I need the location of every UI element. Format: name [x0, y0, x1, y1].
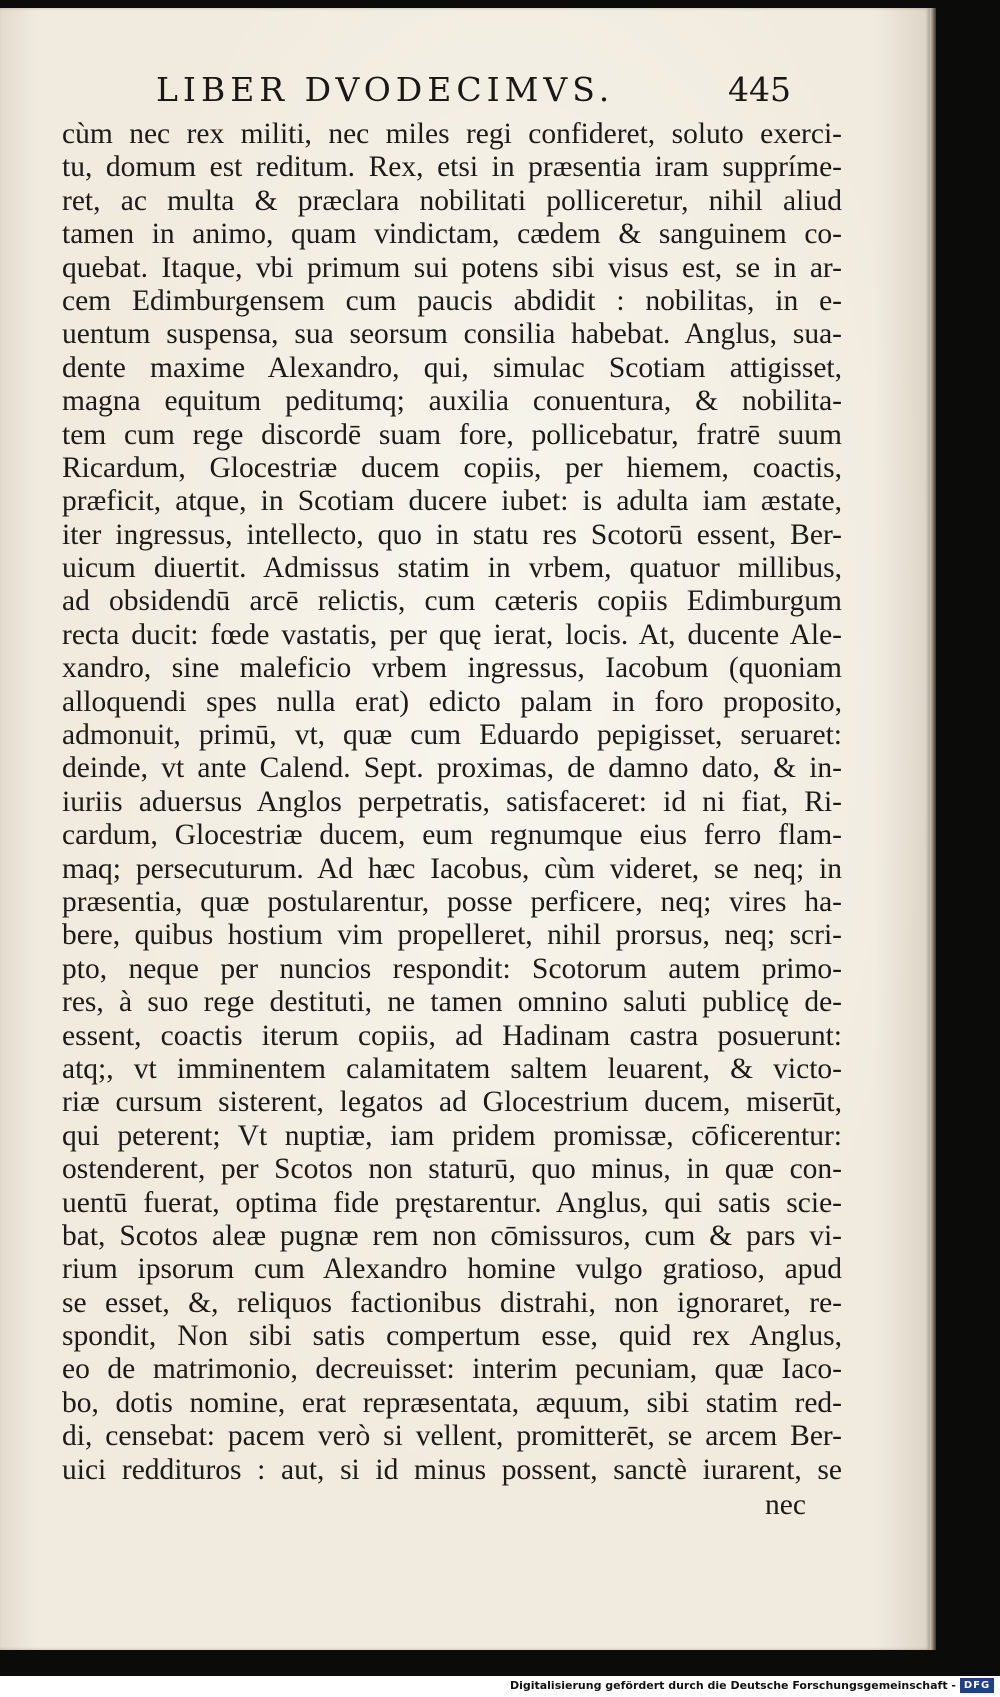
text-line: dente maxime Alexandro, qui, simulac Scotiam attigisset, [62, 351, 842, 384]
text-line: spondit, Non sibi satis compertum esse, quid rex Anglus, [62, 1320, 842, 1353]
catchword: nec [765, 1489, 806, 1521]
text-line: magna equitum peditumq; auxilia conuentura, & nobilita- [62, 385, 842, 418]
text-line: quebat. Itaque, vbi primum sui potens sibi visus est, se in ar- [62, 251, 842, 284]
running-title: LIBER DVODECIMVS. [156, 70, 615, 109]
text-line: bere, quibus hostium vim propelleret, nihil prorsus, neq; scri- [62, 919, 842, 952]
text-line: uentū fuerat, optima fide pręstarentur. Anglus, qui satis scie- [62, 1186, 842, 1219]
text-line: ostenderent, per Scotos non staturū, quo minus, in quæ con- [62, 1153, 842, 1186]
text-line: riæ cursum sisterent, legatos ad Glocestrium ducem, miserūt, [62, 1086, 842, 1119]
dfg-logo: DFG [960, 1678, 994, 1693]
text-line: atq;, vt imminentem calamitatem saltem leuarent, & victo- [62, 1052, 842, 1085]
text-line: recta ducit: fœde vastatis, per quę ierat, locis. At, ducente Ale- [62, 618, 842, 651]
text-line: iuriis aduersus Anglos perpetratis, satisfaceret: id ni fiat, Ri- [62, 785, 842, 818]
text-line: tamen in animo, quam vindictam, cædem & sanguinem co- [62, 218, 842, 251]
text-line: pto, neque per nuncios respondit: Scotorum autem primo- [62, 952, 842, 985]
body-text [62, 118, 842, 1487]
text-line: se esset, &, reliquos factionibus distrahi, non ignoraret, re- [62, 1286, 842, 1319]
text-line: ret, ac multa & præclara nobilitati polliceretur, nihil aliud [62, 184, 842, 217]
text-line: cùm nec rex militi, nec miles regi confideret, soluto exerci- [62, 118, 842, 150]
text-line: alloquendi spes nulla erat) edicto palam in foro proposito, [62, 685, 842, 718]
book-page [0, 8, 930, 1650]
text-line: iter ingressus, intellecto, quo in statu res Scotorū essent, Ber- [62, 518, 842, 551]
digitization-footer [0, 1676, 1000, 1697]
text-line: essent, coactis iterum copiis, ad Hadinam castra posuerunt: [62, 1019, 842, 1052]
text-line: uici reddituros : aut, si id minus possent, sanctè iurarent, se [62, 1453, 842, 1486]
text-line: uentum suspensa, sua seorsum consilia habebat. Anglus, sua- [62, 318, 842, 351]
text-line: maq; persecuturum. Ad hæc Iacobus, cùm videret, se neq; in [62, 852, 842, 885]
text-line: uicum diuertit. Admissus statim in vrbem, quatuor millibus, [62, 552, 842, 585]
text-line: ad obsidendū arcē relictis, cum cæteris copiis Edimburgum [62, 585, 842, 618]
text-line: res, à suo rege destituti, ne tamen omnino saluti publicę de- [62, 986, 842, 1019]
text-line: admonuit, primū, vt, quæ cum Eduardo pepigisset, seruaret: [62, 719, 842, 752]
text-line: tu, domum est reditum. Rex, etsi in præsentia iram suppríme- [62, 151, 842, 184]
text-line: deinde, vt ante Calend. Sept. proximas, de damno dato, & in- [62, 752, 842, 785]
funding-credit: Digitalisierung gefördert durch die Deutsche Forschungsgemeinschaft - [509, 1679, 956, 1692]
text-line: eo de matrimonio, decreuisset: interim pecuniam, quæ Iaco- [62, 1353, 842, 1386]
text-line: cem Edimburgensem cum paucis abdidit : nobilitas, in e- [62, 284, 842, 317]
text-line: bo, dotis nomine, erat repræsentata, æquum, sibi statim red- [62, 1386, 842, 1419]
text-line: præsentia, quæ postularentur, posse perficere, neq; vires ha- [62, 885, 842, 918]
text-line: tem cum rege discordē suam fore, pollicebatur, fratrē suum [62, 418, 842, 451]
page-number: 445 [728, 70, 791, 109]
text-line: qui peterent; Vt nuptiæ, iam pridem promissæ, cōficerentur: [62, 1119, 842, 1152]
text-line: di, censebat: pacem verò si vellent, promitterēt, se arcem Ber- [62, 1420, 842, 1453]
text-line: bat, Scotos aleæ pugnæ rem non cōmissuros, cum & pars vi- [62, 1219, 842, 1252]
running-head [0, 66, 930, 116]
text-line: cardum, Glocestriæ ducem, eum regnumque eius ferro flam- [62, 819, 842, 852]
page-edge-shadow [930, 8, 936, 1650]
text-line: Ricardum, Glocestriæ ducem copiis, per hiemem, coactis, [62, 451, 842, 484]
text-line: præficit, atque, in Scotiam ducere iubet: is adulta iam æstate, [62, 485, 842, 518]
text-line: rium ipsorum cum Alexandro homine vulgo gratioso, apud [62, 1253, 842, 1286]
text-line: xandro, sine maleficio vrbem ingressus, Iacobum (quoniam [62, 652, 842, 685]
